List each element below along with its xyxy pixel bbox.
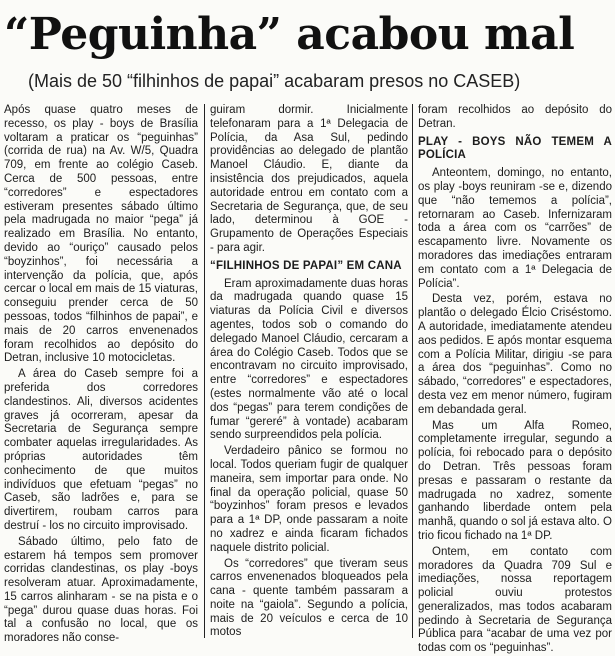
column-divider [412,104,413,638]
paragraph: Ontem, em contato com moradores da Quadra 709 Sul e imediações, nossa reportagem policial ouviu protestos generalizados, mas todos acabaram pedindo à Secretaria de Segurança Pública para “acabar de uma vez por todas com os “peguinhas”. [418,545,612,655]
intertitle: “FILHINHOS DE PAPAI” EM CANA [210,259,402,272]
paragraph: Anteontem, domingo, no entanto, os play -boys reuniram -se e, dizendo que “não tememos a polícia”, retornaram ao Caseb. Infernizaram toda a área com os “carrões” de escapamento livre. Novamente os moradores das imediações entraram em contato com a 1ª Delegacia de Polícia”. [418,167,612,290]
subheadline: (Mais de 50 “filhinhos de papai” acabaram presos no CASEB) [28,71,521,91]
article-column-3 [418,104,612,655]
article-column-1 [4,104,198,645]
paragraph: Os “corredores” que tiveram seus carros envenenados bloqueados pela cana - quente também passaram a noite na “gaiola”. Segundo a polícia, mais de 20 veículos e cerca de 10 motos [210,557,408,639]
headline: “Peguinha” acabou mal [4,9,575,60]
article-column-2 [210,104,408,642]
paragraph: guiram dormir. Inicialmente telefonaram para a 1ª Delegacia de Polícia, da Asa Sul, pedindo providências ao delegado de plantão Manoel Cláudio. E, diante da insistência dos prejudicados, aquela autoridade entrou em contato com a Secretaria de Segurança, que, de seu lado, determinou à GOE - Grupamento de Operações Especiais - para agir. [210,104,408,254]
paragraph: foram recolhidos ao depósito do Detran. [418,104,612,130]
paragraph: Eram aproximadamente duas horas da madrugada quando quase 15 viaturas da Polícia Civil e diversos agentes, todos sob o comando do delegado Manoel Cláudio, cercaram a área do Colégio Caseb. Todos que se encontravam no circuito improvisado, entre “corredores” e espectadores (estes normalmente vão até o local dos “pegas” para terem condições de fumar “gereré” à vontade) acabaram sendo surpreendidos pela polícia. [210,277,408,442]
paragraph: Mas um Alfa Romeo, completamente irregular, segundo a polícia, foi rebocado para o depósito do Detran. Três pessoas foram presas e passaram o restante da madrugada no xadrez, somente ganhando liberdade ontem pela manhã, quando o sol já estava alto. O trio ficou fichado na 1ª DP. [418,419,612,542]
paragraph: Após quase quatro meses de recesso, os play - boys de Brasília voltaram a praticar os “peguinhas” (corrida de rua) na Av. W/5, Quadra 709, em frente ao colégio Caseb. Cerca de 500 pessoas, entre “corredores” e espectadores estiveram presentes sábado último pela madrugada no maior “pega” já realizado em Brasília. No entanto, devido ao “ouriço” causado pelos “boyzinhos”, foi necessária a intervenção da polícia, que, após cercar o local em mais de 15 viaturas, conseguiu prender cerca de 50 pessoas, todos “filhinhos de papai”, e mais de 20 carros envenenados foram recolhidos ao depósito do Detran, inclusive 10 motocicletas. [4,104,198,365]
paragraph: Desta vez, porém, estava no plantão o delegado Élcio Criséstomo. A autoridade, imediatamente atendeu aos pedidos. E após montar esquema com a Polícia Militar, dirigiu -se para a área dos “peguinhas”. Como no sábado, “corredores” e espectadores, desta vez em menor número, fugiram em debandada geral. [418,293,612,416]
column-divider [204,104,205,638]
intertitle: PLAY - BOYS NÃO TEMEM A POLÍCIA [418,135,612,162]
paragraph: A área do Caseb sempre foi a preferida dos corredores clandestinos. Ali, diversos acidentes graves já ocorreram, apesar da Secretaria de Segurança sempre combater aquelas irregularidades. As próprias autoridades têm conhecimento de que muitos indivíduos que efetuam “pegas” no Caseb, são ladrões e, para se divertirem, roubam carros para destruí - los no circuito improvisado. [4,368,198,532]
paragraph: Verdadeiro pânico se formou no local. Todos queriam fugir de qualquer maneira, sem importar para onde. No final da operação policial, quase 50 “boyzinhos” foram presos e levados para a 1ª DP, onde passaram a noite no xadrez e ainda ficaram fichados naquele distrito policial. [210,445,408,554]
paragraph: Sábado último, pelo fato de estarem há tempos sem promover corridas clandestinas, os play -boys resolveram atuar. Aproximadamente, 15 carros alinharam - se na pista e o “pega” durou quase duas horas. Foi tal a confusão no local, que os moradores não conse- [4,535,198,645]
